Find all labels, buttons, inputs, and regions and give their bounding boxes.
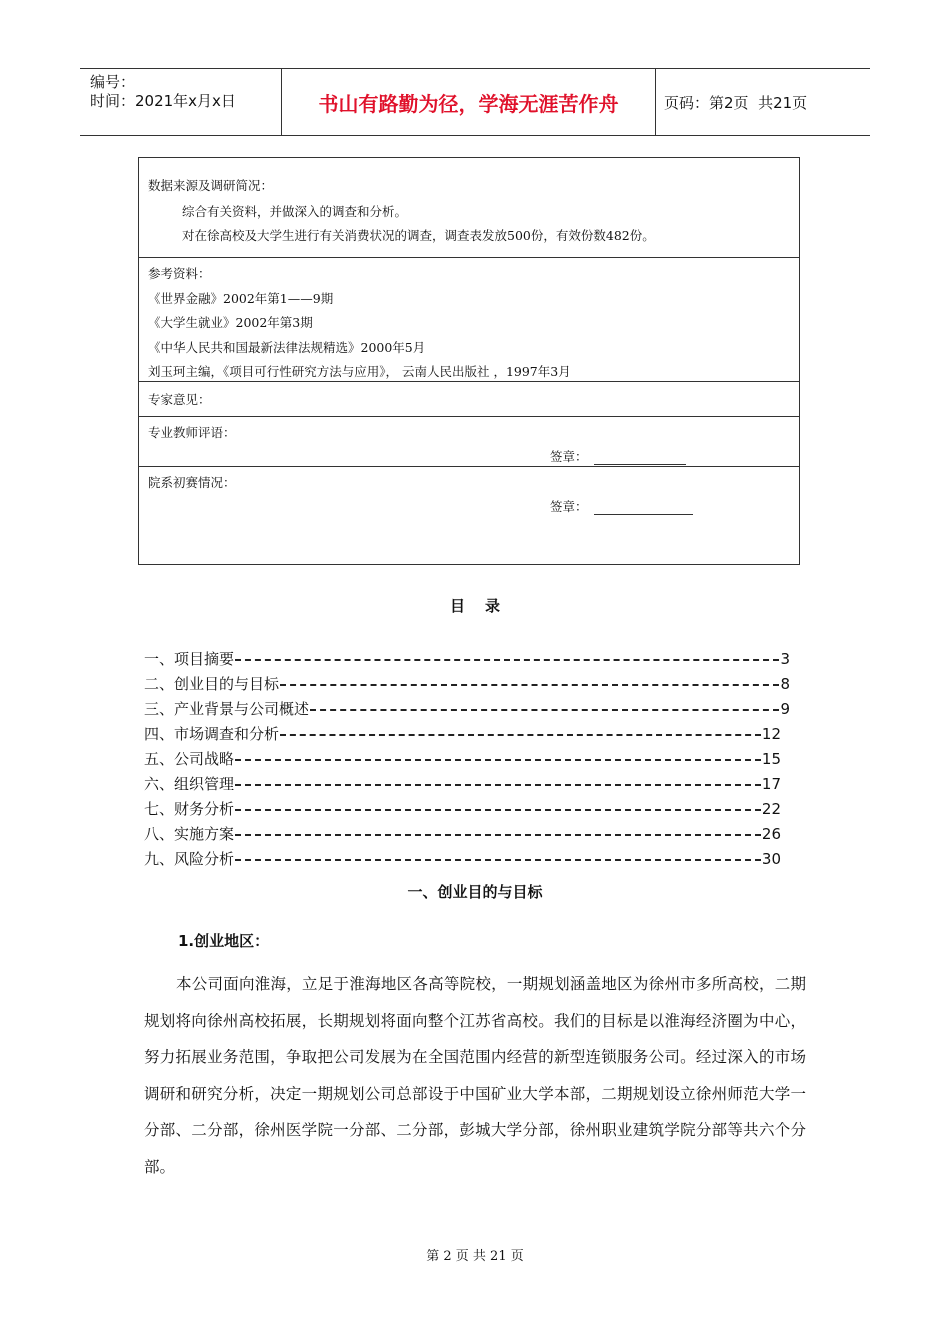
references-title: 参考资料： bbox=[148, 266, 211, 281]
toc-item-label: 六、组织管理 bbox=[144, 775, 235, 793]
page-header bbox=[80, 68, 870, 136]
signature-line bbox=[594, 500, 693, 515]
toc-item[interactable] bbox=[144, 746, 781, 771]
toc-leader bbox=[280, 684, 779, 686]
toc-item[interactable] bbox=[144, 671, 790, 696]
expert-opinion-cell bbox=[139, 382, 799, 417]
dept-sign-label: 签章： bbox=[550, 499, 588, 514]
teacher-signature bbox=[550, 447, 686, 465]
signature-line bbox=[594, 450, 686, 465]
teacher-comment-cell bbox=[139, 417, 799, 467]
toc-item-label: 三、产业背景与公司概述 bbox=[144, 700, 310, 718]
reference-item: 《大学生就业》2002年第3期 bbox=[148, 315, 313, 330]
toc-item-page: 30 bbox=[761, 849, 781, 868]
toc-item[interactable] bbox=[144, 696, 790, 721]
toc-item[interactable] bbox=[144, 796, 781, 821]
department-label: 院系初赛情况： bbox=[148, 475, 236, 490]
number-label: 编号： bbox=[90, 73, 136, 91]
toc-leader bbox=[235, 784, 761, 786]
department-signature bbox=[550, 497, 693, 515]
toc-item-page: 12 bbox=[761, 724, 781, 743]
teacher-sign-label: 签章： bbox=[550, 449, 588, 464]
toc-title: 目录 bbox=[449, 597, 520, 615]
toc-item[interactable] bbox=[144, 821, 781, 846]
header-page-info bbox=[656, 69, 870, 135]
sources-title: 数据来源及调研简况： bbox=[148, 178, 274, 193]
page-footer: 第 2 页 共 21 页 bbox=[426, 1249, 524, 1264]
toc-item-label: 二、创业目的与目标 bbox=[144, 675, 280, 693]
toc-item-page: 9 bbox=[780, 699, 790, 718]
toc-item[interactable] bbox=[144, 846, 781, 871]
header-meta bbox=[80, 69, 282, 135]
toc-item-label: 九、风险分析 bbox=[144, 850, 235, 868]
toc-item-label: 七、财务分析 bbox=[144, 800, 235, 818]
toc-leader bbox=[235, 759, 761, 761]
toc-item[interactable] bbox=[144, 646, 790, 671]
toc-leader bbox=[280, 734, 761, 736]
toc-item-label: 一、项目摘要 bbox=[144, 650, 235, 668]
toc-item-label: 四、市场调查和分析 bbox=[144, 725, 280, 743]
toc-leader bbox=[235, 809, 761, 811]
department-cell bbox=[139, 467, 799, 564]
toc-leader bbox=[235, 659, 779, 661]
toc-item-page: 3 bbox=[780, 649, 790, 668]
sources-cell bbox=[139, 158, 799, 258]
section-title: 一、创业目的与目标 bbox=[407, 883, 543, 901]
toc-item[interactable] bbox=[144, 771, 781, 796]
toc-item[interactable] bbox=[144, 721, 781, 746]
toc-item-page: 8 bbox=[780, 674, 790, 693]
body-paragraph: 本公司面向淮海，立足于淮海地区各高等院校，一期规划涵盖地区为徐州市多所高校，二期规划将向徐州高校拓展，长期规划将面向整个江苏省高校。我们的目标是以淮海经济圈为中心，努力拓展业务范围，争取把公司发展为在全国范围内经营的新型连锁服务公司。经过深入的市场调研和研究分析，决定一期规划公司总部设于中国矿业大学本部，二期规划设立徐州师范大学一分部、二分部，徐州医学院一分部、二分部，彭城大学分部，徐州职业建筑学院分部等共六个分部。 bbox=[144, 975, 806, 1176]
toc-item-label: 五、公司战略 bbox=[144, 750, 235, 768]
toc-leader bbox=[235, 859, 761, 861]
info-table bbox=[138, 157, 800, 565]
sources-line-2: 对在徐高校及大学生进行有关消费状况的调查，调查表发放500份，有效份数482份。 bbox=[182, 228, 655, 243]
toc-item-page: 22 bbox=[761, 799, 781, 818]
toc-item-label: 八、实施方案 bbox=[144, 825, 235, 843]
references-cell bbox=[139, 258, 799, 382]
date-label: 时间：2021年x月x日 bbox=[90, 92, 236, 110]
reference-item: 刘玉珂主编，《项目可行性研究方法与应用》， 云南人民出版社 ，1997年3月 bbox=[148, 364, 571, 379]
toc-leader bbox=[310, 709, 779, 711]
teacher-comment-label: 专业教师评语： bbox=[148, 425, 236, 440]
expert-opinion-label: 专家意见： bbox=[148, 392, 211, 407]
sources-line-1: 综合有关资料，并做深入的调查和分析。 bbox=[182, 204, 408, 219]
toc-leader bbox=[235, 834, 761, 836]
page-info-text: 页码：第2页 共21页 bbox=[664, 93, 808, 112]
header-motto: 书山有路勤为径，学海无涯苦作舟 bbox=[282, 69, 656, 135]
table-of-contents bbox=[144, 646, 794, 871]
toc-item-page: 15 bbox=[761, 749, 781, 768]
subsection-title: 1.创业地区： bbox=[178, 932, 270, 950]
toc-item-page: 17 bbox=[761, 774, 781, 793]
toc-item-page: 26 bbox=[761, 824, 781, 843]
reference-item: 《中华人民共和国最新法律法规精选》2000年5月 bbox=[148, 340, 426, 355]
reference-item: 《世界金融》2002年第1——9期 bbox=[148, 291, 334, 306]
